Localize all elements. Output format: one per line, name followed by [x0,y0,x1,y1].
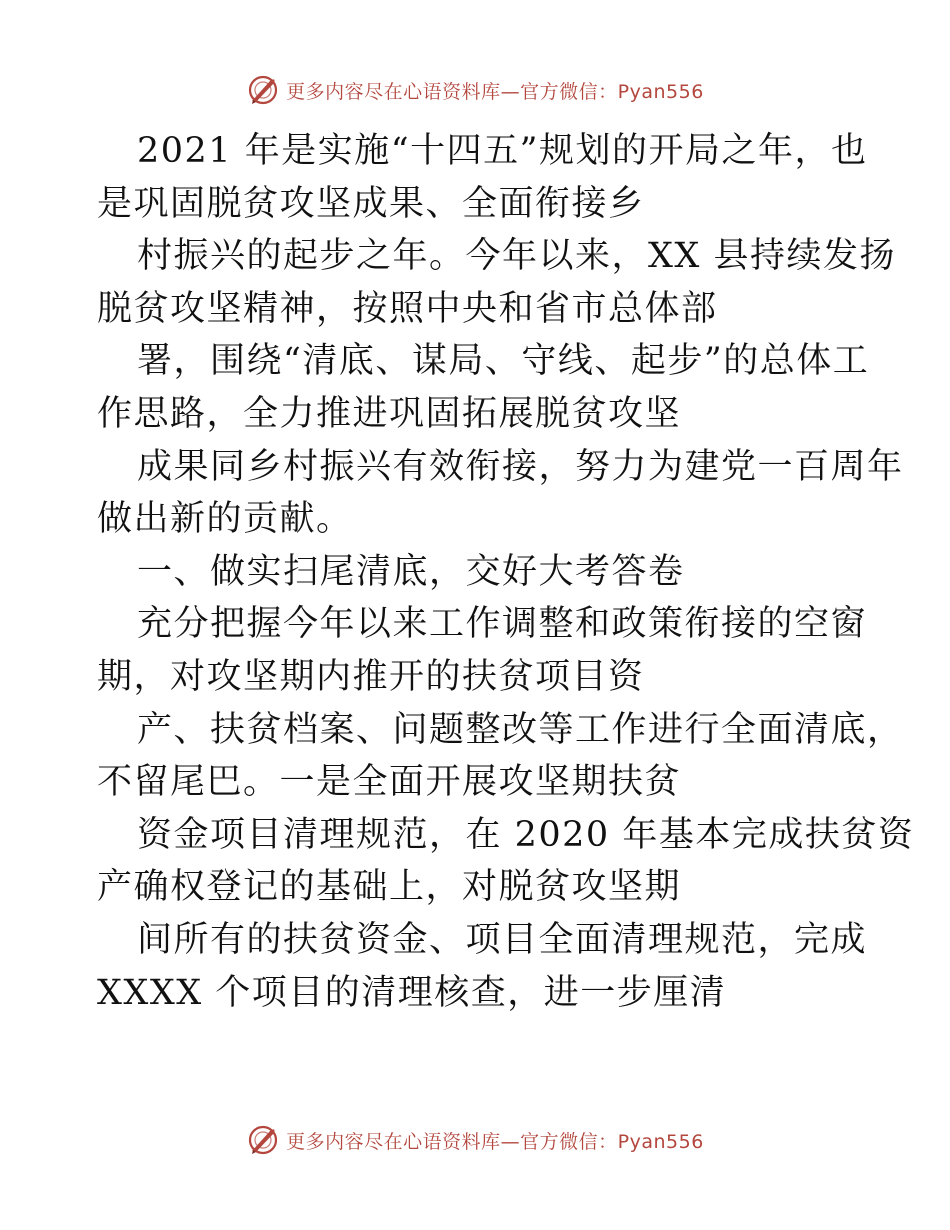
text-line: 资金项目清理规范，在 2020 年基本完成扶贫资 [137,814,915,855]
text-line: 期，对攻坚期内推开的扶贫项目资 [97,656,645,697]
section-heading: 一、做实扫尾清底，交好大考答卷 [137,551,685,592]
text-line: 产、扶贫档案、问题整改等工作进行全面清底， [137,709,904,750]
header-watermark [0,70,950,110]
text-line: 不留尾巴。一是全面开展攻坚期扶贫 [97,762,682,803]
quill-pen-logo-icon [246,1123,280,1157]
text-line: 做出新的贡献。 [97,499,353,540]
text-line: 成果同乡村振兴有效衔接，努力为建党一百周年 [137,446,904,487]
text-line: 充分把握今年以来工作调整和政策衔接的空窗 [137,604,868,645]
text-line: 2021 年是实施“十四五”规划的开局之年，也 [137,131,868,171]
text-line: 署，围绕“清底、谋局、守线、起步”的总体工 [137,341,870,382]
text-line: 作思路，全力推进巩固拓展脱贫攻坚 [97,393,682,434]
text-line: 是巩固脱贫攻坚成果、全面衔接乡 [97,183,645,224]
text-line: 间所有的扶贫资金、项目全面清理规范，完成 [137,919,868,960]
header-watermark-text: 更多内容尽在心语资料库—官方微信：Pyan556 [286,80,704,103]
quill-pen-logo-icon [246,73,280,107]
text-line: 产确权登记的基础上，对脱贫攻坚期 [97,867,682,908]
document-body [97,125,915,1019]
footer-watermark [0,1120,950,1160]
text-line: 村振兴的起步之年。今年以来，XX 县持续发扬 [137,236,896,277]
text-line: 脱贫攻坚精神，按照中央和省市总体部 [97,288,718,329]
footer-watermark-text: 更多内容尽在心语资料库—官方微信：Pyan556 [286,1130,704,1153]
text-line: XXXX 个项目的清理核查，进一步厘清 [97,972,727,1013]
